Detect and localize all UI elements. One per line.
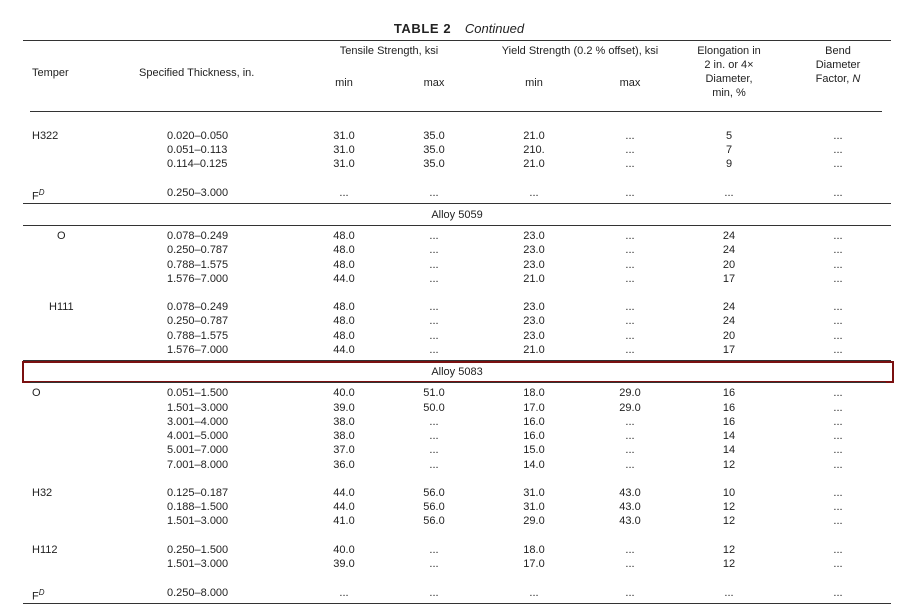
cell-thickness: 5.001–7.000 [167, 444, 229, 456]
cell-thickness: 0.250–0.787 [167, 244, 229, 256]
cell-bend: ... [833, 402, 843, 414]
cell-bend: ... [833, 501, 843, 513]
header-tensile: Tensile Strength, ksi [339, 45, 439, 57]
cell-elongation: 14 [722, 444, 736, 456]
cell-ys-min: 17.0 [523, 402, 545, 414]
cell-ys-min: 15.0 [523, 444, 545, 456]
cell-ts-min: 38.0 [333, 416, 355, 428]
cell-ys-min: 21.0 [523, 158, 545, 170]
cell-ys-max: ... [625, 430, 635, 442]
header-bottom-rule [30, 111, 882, 112]
cell-thickness: 0.020–0.050 [167, 130, 229, 142]
f-footnote: D [38, 188, 45, 197]
f-label: F [32, 190, 39, 203]
cell-elongation: 17 [722, 273, 736, 285]
cell-ys-min: 31.0 [523, 501, 545, 513]
cell-ys-min: 31.0 [523, 487, 545, 499]
cell-thickness: 0.114–0.125 [167, 158, 228, 170]
cell-bend: ... [833, 330, 843, 342]
cell-ys-max: ... [625, 344, 635, 356]
cell-ts-max: ... [429, 444, 439, 456]
cell-elongation: 12 [722, 459, 736, 471]
cell-ts-max: 35.0 [423, 144, 445, 156]
alloy-5059-bottom-rule [23, 225, 891, 226]
cell-bend: ... [833, 130, 843, 142]
cell-ts-max: ... [429, 187, 439, 199]
cell-ts-max: ... [429, 315, 439, 327]
cell-ys-max: ... [625, 330, 635, 342]
cell-thickness: 1.501–3.000 [167, 515, 229, 527]
cell-thickness: 4.001–5.000 [167, 430, 229, 442]
cell-elongation: ... [724, 187, 734, 199]
cell-elongation: 20 [722, 259, 736, 271]
cell-ys-min: 210. [523, 144, 545, 156]
cell-elongation: 12 [722, 558, 736, 570]
cell-bend: ... [833, 515, 843, 527]
cell-ts-max: ... [429, 430, 439, 442]
cell-ts-min: 48.0 [333, 330, 355, 342]
cell-thickness: 1.501–3.000 [167, 558, 229, 570]
cell-bend: ... [833, 230, 843, 242]
cell-ts-max: 50.0 [423, 402, 445, 414]
cell-ys-max: ... [625, 558, 635, 570]
cell-ys-max: ... [625, 230, 635, 242]
cell-ts-max: 56.0 [423, 487, 445, 499]
cell-ys-min: ... [529, 587, 539, 599]
cell-bend: ... [833, 158, 843, 170]
cell-ys-max: ... [625, 244, 635, 256]
cell-ys-min: 29.0 [523, 515, 545, 527]
cell-ts-min: 48.0 [333, 230, 355, 242]
cell-ys-max: ... [625, 130, 635, 142]
cell-ts-min: 31.0 [333, 144, 355, 156]
cell-ys-max: ... [625, 158, 635, 170]
cell-bend: ... [833, 273, 843, 285]
cell-ts-min: 40.0 [333, 387, 355, 399]
header-bend [788, 44, 888, 86]
cell-thickness: 0.788–1.575 [167, 259, 229, 271]
cell-ys-min: 18.0 [523, 544, 545, 556]
cell-bend: ... [833, 487, 843, 499]
alloy-5059-top-rule [23, 203, 891, 204]
cell-ts-min: 40.0 [333, 544, 355, 556]
cell-elongation: 12 [722, 501, 736, 513]
cell-temper: H112 [32, 544, 58, 556]
cell-ts-max: ... [429, 273, 439, 285]
f-footnote: D [38, 588, 45, 597]
cell-ys-min: 23.0 [523, 230, 545, 242]
header-ys-max: max [619, 77, 641, 89]
cell-ys-min: 21.0 [523, 344, 545, 356]
cell-thickness: 0.078–0.249 [167, 301, 229, 313]
cell-ts-max: 35.0 [423, 158, 445, 170]
cell-ts-min: 48.0 [333, 259, 355, 271]
cell-temper: H111 [49, 301, 74, 313]
cell-ys-max: ... [625, 459, 635, 471]
cell-bend: ... [833, 544, 843, 556]
cell-thickness: 0.250–3.000 [167, 187, 229, 199]
cell-elongation: 24 [722, 230, 736, 242]
alloy-5083-bottom-rule [30, 382, 886, 383]
cell-elongation: 9 [725, 158, 733, 170]
cell-bend: ... [833, 187, 843, 199]
cell-ts-max: 56.0 [423, 515, 445, 527]
cell-elongation: ... [724, 587, 734, 599]
cell-bend: ... [833, 444, 843, 456]
cell-elongation: 12 [722, 544, 736, 556]
cell-ys-max: ... [625, 544, 635, 556]
cell-ys-min: 23.0 [523, 259, 545, 271]
cell-ys-max: ... [625, 587, 635, 599]
cell-thickness: 1.501–3.000 [167, 402, 229, 414]
cell-ts-max: ... [429, 544, 439, 556]
cell-ys-max: 43.0 [619, 487, 641, 499]
cell-ts-min: 31.0 [333, 158, 355, 170]
cell-ys-min: 23.0 [523, 301, 545, 313]
cell-thickness: 1.576–7.000 [167, 344, 229, 356]
cell-ys-min: 17.0 [523, 558, 545, 570]
cell-ys-min: 18.0 [523, 387, 545, 399]
header-temper: Temper [32, 67, 69, 79]
cell-thickness: 0.250–8.000 [167, 587, 229, 599]
cell-elongation: 7 [725, 144, 733, 156]
cell-ts-min: 44.0 [333, 344, 355, 356]
cell-ts-max: ... [429, 587, 439, 599]
cell-ts-max: ... [429, 558, 439, 570]
cell-elongation: 16 [722, 387, 736, 399]
cell-ys-max: ... [625, 259, 635, 271]
cell-bend: ... [833, 315, 843, 327]
table-title-suffix: Continued [464, 21, 525, 36]
cell-thickness: 0.188–1.500 [167, 501, 229, 513]
cell-ts-min: 39.0 [333, 402, 355, 414]
header-elongation-line1: Elongation in [697, 45, 761, 57]
cell-ts-min: ... [339, 587, 349, 599]
table-bottom-rule [23, 603, 891, 604]
cell-ts-min: 31.0 [333, 130, 355, 142]
cell-ys-max: ... [625, 444, 635, 456]
cell-ts-max: 56.0 [423, 501, 445, 513]
cell-thickness: 0.125–0.187 [167, 487, 229, 499]
f-label: F [32, 590, 39, 603]
cell-bend: ... [833, 144, 843, 156]
alloy-5059-heading: Alloy 5059 [431, 209, 483, 221]
cell-temper: O [57, 230, 66, 242]
cell-ys-min: 16.0 [523, 430, 545, 442]
cell-ts-min: 44.0 [333, 501, 355, 513]
cell-bend: ... [833, 558, 843, 570]
cell-ts-max: ... [429, 301, 439, 313]
cell-elongation: 16 [722, 416, 736, 428]
cell-ys-max: ... [625, 144, 635, 156]
cell-ts-max: 35.0 [423, 130, 445, 142]
header-elongation-line3: Diameter, [705, 73, 753, 85]
header-thickness: Specified Thickness, in. [139, 67, 255, 79]
cell-ys-min: 23.0 [523, 244, 545, 256]
cell-ts-max: ... [429, 344, 439, 356]
cell-temper: O [32, 387, 41, 399]
cell-ys-min: 23.0 [523, 315, 545, 327]
cell-thickness: 0.250–0.787 [167, 315, 229, 327]
cell-bend: ... [833, 459, 843, 471]
cell-ys-min: ... [529, 187, 539, 199]
cell-ys-max: 29.0 [619, 387, 641, 399]
header-yield: Yield Strength (0.2 % offset), ksi [501, 45, 659, 57]
alloy-5083-heading: Alloy 5083 [431, 366, 483, 378]
cell-elongation: 14 [722, 430, 736, 442]
cell-bend: ... [833, 430, 843, 442]
cell-ys-max: ... [625, 301, 635, 313]
cell-ts-min: 41.0 [333, 515, 355, 527]
cell-bend: ... [833, 301, 843, 313]
cell-thickness: 7.001–8.000 [167, 459, 229, 471]
cell-elongation: 5 [725, 130, 733, 142]
header-elongation-line4: min, % [712, 87, 746, 99]
cell-elongation: 17 [722, 344, 736, 356]
cell-ts-min: 44.0 [333, 487, 355, 499]
cell-elongation: 24 [722, 315, 736, 327]
cell-elongation: 20 [722, 330, 736, 342]
cell-ys-max: 43.0 [619, 501, 641, 513]
cell-bend: ... [833, 387, 843, 399]
cell-ts-max: ... [429, 259, 439, 271]
cell-ts-max: 51.0 [423, 387, 445, 399]
cell-bend: ... [833, 244, 843, 256]
cell-thickness: 1.576–7.000 [167, 273, 229, 285]
header-bend-line1: Bend [825, 45, 851, 57]
cell-ts-min: 39.0 [333, 558, 355, 570]
header-elongation [679, 44, 779, 100]
cell-ts-min: 37.0 [333, 444, 355, 456]
cell-ts-min: 36.0 [333, 459, 355, 471]
cell-ys-min: 23.0 [523, 330, 545, 342]
cell-ts-max: ... [429, 330, 439, 342]
cell-ys-max: ... [625, 187, 635, 199]
cell-ys-max: ... [625, 273, 635, 285]
cell-ys-max: ... [625, 416, 635, 428]
cell-ts-max: ... [429, 244, 439, 256]
cell-thickness: 0.051–1.500 [167, 387, 229, 399]
cell-ts-max: ... [429, 230, 439, 242]
header-bend-line3 [788, 72, 888, 86]
cell-bend: ... [833, 344, 843, 356]
table-title-main: TABLE 2 [393, 21, 452, 36]
cell-ts-min: 44.0 [333, 273, 355, 285]
cell-elongation: 16 [722, 402, 736, 414]
cell-ys-max: ... [625, 315, 635, 327]
cell-temper: H32 [32, 487, 53, 499]
header-ts-max: max [423, 77, 445, 89]
cell-thickness: 0.051–0.113 [167, 144, 228, 156]
cell-elongation: 12 [722, 515, 736, 527]
cell-elongation: 24 [722, 244, 736, 256]
cell-ys-max: 29.0 [619, 402, 641, 414]
cell-thickness: 0.250–1.500 [167, 544, 229, 556]
cell-ts-min: ... [339, 187, 349, 199]
table-top-rule [23, 40, 891, 41]
cell-ys-max: 43.0 [619, 515, 641, 527]
cell-ys-min: 14.0 [523, 459, 545, 471]
cell-thickness: 0.788–1.575 [167, 330, 229, 342]
cell-ts-max: ... [429, 416, 439, 428]
cell-ys-min: 21.0 [523, 130, 545, 142]
cell-bend: ... [833, 259, 843, 271]
cell-thickness: 0.078–0.249 [167, 230, 229, 242]
header-bend-n: N [852, 73, 861, 85]
cell-elongation: 10 [722, 487, 736, 499]
cell-ts-min: 48.0 [333, 301, 355, 313]
cell-ys-min: 16.0 [523, 416, 545, 428]
cell-temper: H322 [32, 130, 59, 142]
cell-ts-min: 48.0 [333, 315, 355, 327]
cell-ts-min: 48.0 [333, 244, 355, 256]
cell-ts-max: ... [429, 459, 439, 471]
cell-ys-min: 21.0 [523, 273, 545, 285]
table-title [0, 21, 918, 36]
cell-bend: ... [833, 416, 843, 428]
header-bend-line2: Diameter [815, 59, 861, 71]
cell-ts-min: 38.0 [333, 430, 355, 442]
header-elongation-line2: 2 in. or 4× [704, 59, 754, 71]
cell-temper-f [32, 186, 45, 203]
header-bend-factor: Factor, [815, 73, 850, 85]
header-ys-min: min [525, 77, 543, 89]
cell-temper-f [32, 586, 45, 603]
cell-thickness: 3.001–4.000 [167, 416, 229, 428]
cell-bend: ... [833, 587, 843, 599]
cell-elongation: 24 [722, 301, 736, 313]
header-ts-min: min [335, 77, 353, 89]
